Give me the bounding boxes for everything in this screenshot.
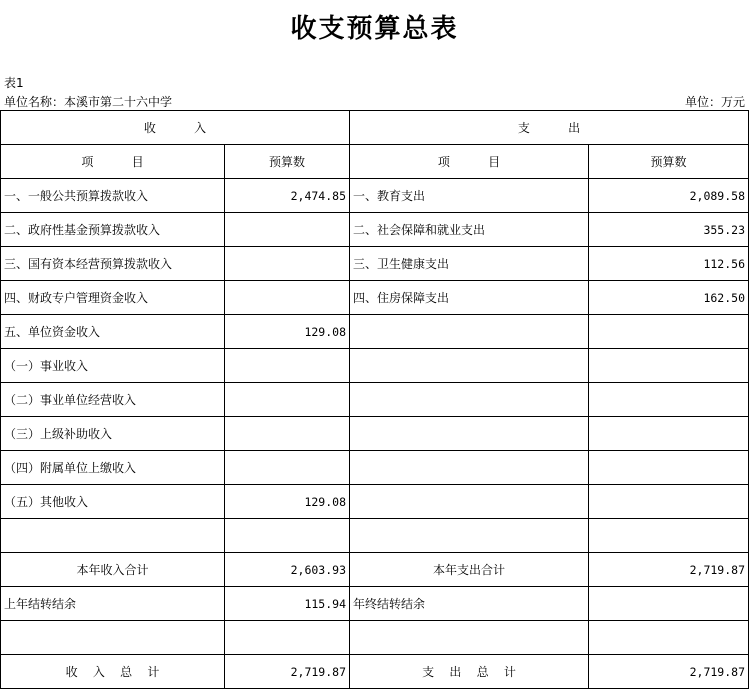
- income-value-cell: [225, 621, 350, 655]
- income-label-cell: 本年收入合计: [1, 553, 225, 587]
- income-label-cell: 收 入 总 计: [1, 655, 225, 689]
- expense-item-header: 项 目: [350, 145, 589, 179]
- income-item-cell: 五、单位资金收入: [1, 315, 225, 349]
- income-value-cell: [225, 349, 350, 383]
- unit-name: 单位名称：本溪市第二十六中学: [4, 95, 173, 109]
- table-row: [1, 383, 749, 417]
- expense-value-cell: 2,719.87: [589, 553, 749, 587]
- expense-item-cell: 四、住房保障支出: [350, 281, 589, 315]
- unit-label: 单位：万元: [684, 95, 745, 109]
- expense-value-cell: [589, 349, 749, 383]
- table-row: [1, 417, 749, 451]
- expense-value-cell: 2,089.58: [589, 179, 749, 213]
- blank-row: [1, 621, 749, 655]
- income-value-cell: [225, 247, 350, 281]
- table-row: [1, 281, 749, 315]
- expense-item-cell: [350, 383, 589, 417]
- expense-value-cell: [589, 621, 749, 655]
- income-budget-header: 预算数: [225, 145, 350, 179]
- section-header-row: [1, 111, 749, 145]
- expense-value-cell: [589, 519, 749, 553]
- expense-value-cell: [589, 587, 749, 621]
- table-row: [1, 519, 749, 553]
- income-value-cell: 129.08: [225, 485, 350, 519]
- expense-value-cell: 2,719.87: [589, 655, 749, 689]
- table-number: 表1: [4, 76, 24, 90]
- expense-label-cell: 本年支出合计: [350, 553, 589, 587]
- income-value-cell: [225, 417, 350, 451]
- expense-label-cell: 年终结转结余: [350, 587, 589, 621]
- expense-value-cell: 112.56: [589, 247, 749, 281]
- expense-item-cell: [350, 485, 589, 519]
- expense-item-cell: 一、教育支出: [350, 179, 589, 213]
- income-value-cell: [225, 213, 350, 247]
- income-label-cell: 上年结转结余: [1, 587, 225, 621]
- income-value-cell: [225, 519, 350, 553]
- expense-item-cell: [350, 451, 589, 485]
- table-row: [1, 247, 749, 281]
- table-row: [1, 213, 749, 247]
- expense-item-cell: [350, 349, 589, 383]
- income-value-cell: [225, 451, 350, 485]
- income-section-header: 收 入: [1, 111, 350, 145]
- expense-value-cell: [589, 417, 749, 451]
- income-item-cell: （二）事业单位经营收入: [1, 383, 225, 417]
- table-row: [1, 451, 749, 485]
- income-value-cell: [225, 383, 350, 417]
- page-title: 收支预算总表: [290, 14, 459, 44]
- income-item-cell: 一、一般公共预算拨款收入: [1, 179, 225, 213]
- expense-item-cell: [350, 315, 589, 349]
- income-item-cell: （一）事业收入: [1, 349, 225, 383]
- table-row: [1, 485, 749, 519]
- income-item-cell: [1, 519, 225, 553]
- subtotal-row: [1, 553, 749, 587]
- income-item-cell: 二、政府性基金预算拨款收入: [1, 213, 225, 247]
- expense-value-cell: [589, 315, 749, 349]
- expense-budget-header: 预算数: [589, 145, 749, 179]
- expense-item-cell: 二、社会保障和就业支出: [350, 213, 589, 247]
- expense-value-cell: 355.23: [589, 213, 749, 247]
- expense-section-header: 支 出: [350, 111, 749, 145]
- total-row: [1, 655, 749, 689]
- income-value-cell: 2,603.93: [225, 553, 350, 587]
- expense-value-cell: 162.50: [589, 281, 749, 315]
- income-item-header: 项 目: [1, 145, 225, 179]
- expense-label-cell: [350, 621, 589, 655]
- expense-item-cell: 三、卫生健康支出: [350, 247, 589, 281]
- table-row: [1, 179, 749, 213]
- income-label-cell: [1, 621, 225, 655]
- income-value-cell: 2,719.87: [225, 655, 350, 689]
- income-item-cell: （三）上级补助收入: [1, 417, 225, 451]
- income-value-cell: 129.08: [225, 315, 350, 349]
- table-row: [1, 315, 749, 349]
- carry-over-row: [1, 587, 749, 621]
- expense-value-cell: [589, 451, 749, 485]
- column-header-row: [1, 145, 749, 179]
- income-item-cell: （五）其他收入: [1, 485, 225, 519]
- income-item-cell: （四）附属单位上缴收入: [1, 451, 225, 485]
- income-item-cell: 三、国有资本经营预算拨款收入: [1, 247, 225, 281]
- income-value-cell: [225, 281, 350, 315]
- expense-label-cell: 支 出 总 计: [350, 655, 589, 689]
- expense-item-cell: [350, 519, 589, 553]
- income-item-cell: 四、财政专户管理资金收入: [1, 281, 225, 315]
- income-value-cell: 115.94: [225, 587, 350, 621]
- expense-item-cell: [350, 417, 589, 451]
- expense-value-cell: [589, 383, 749, 417]
- income-value-cell: 2,474.85: [225, 179, 350, 213]
- expense-value-cell: [589, 485, 749, 519]
- budget-table: [0, 110, 749, 689]
- table-row: [1, 349, 749, 383]
